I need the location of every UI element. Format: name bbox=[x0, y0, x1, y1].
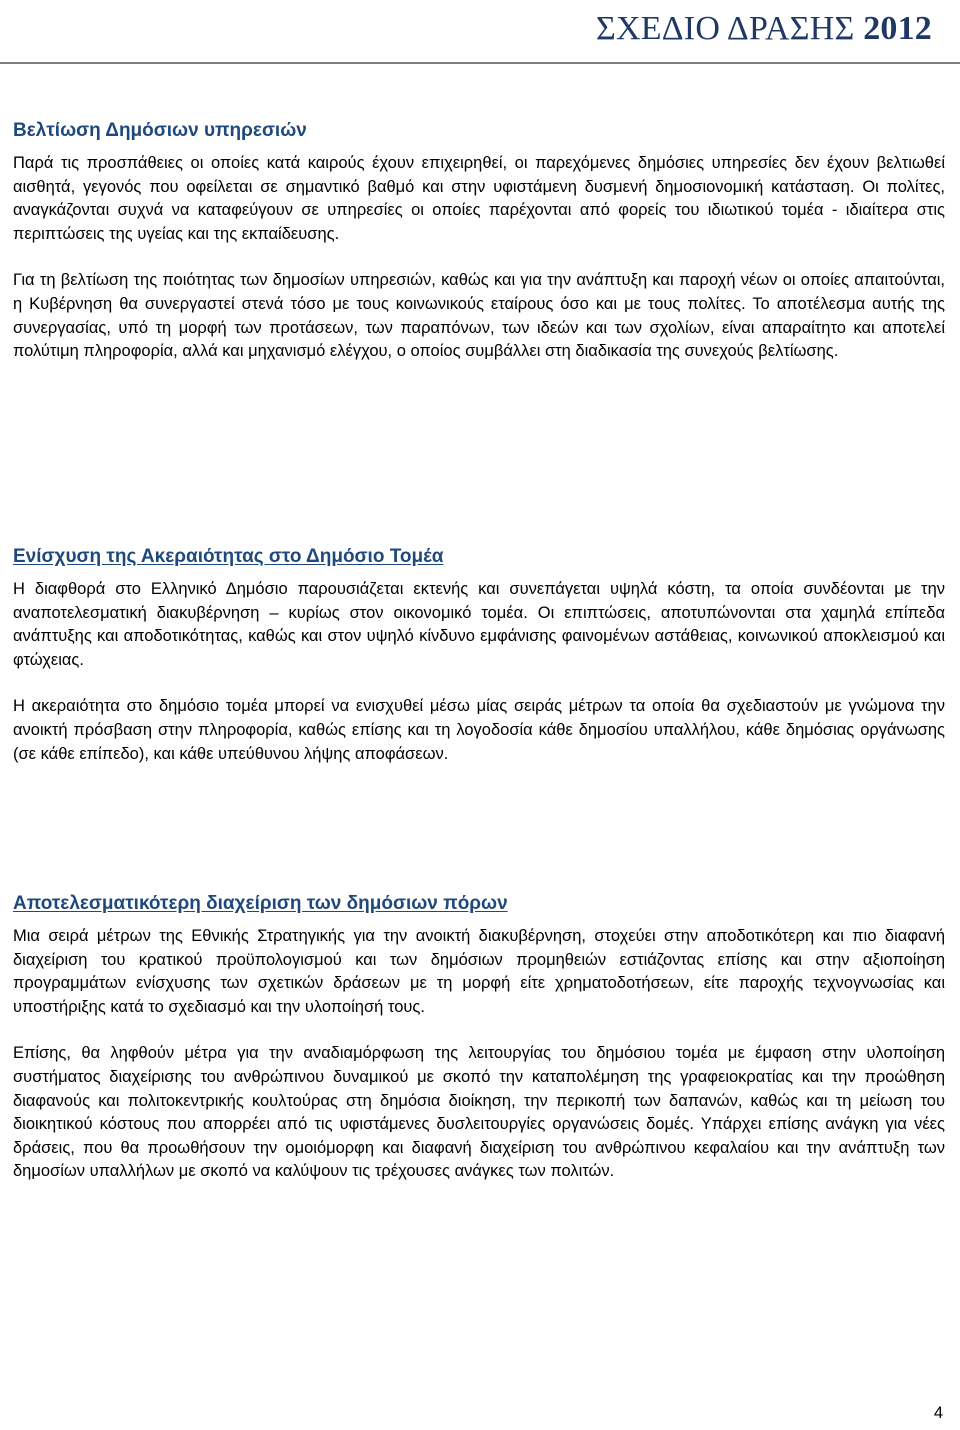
section-heading: Βελτίωση Δημόσιων υπηρεσιών bbox=[13, 120, 307, 141]
paragraph: Μια σειρά μέτρων της Εθνικής Στρατηγικής για την ανοικτή διακυβέρνηση, στοχεύει στην αποδοτικότερη και πιο διαφανή διαχείριση του κρατικού προϋπολογισμού και των δημόσιων προμηθειών εστιάζοντας επίσης και στην αξιοποίηση προγραμμάτων ενίσχυσης των σχετικών δράσεων με τη μορφή είτε χρηματοδοτήσεων, είτε παροχής τεχνογνωσίας και υποστήριξης κατά το σχεδιασμό και την υλοποίησή τους. bbox=[13, 927, 945, 1016]
section-heading: Ενίσχυση της Ακεραιότητας στο Δημόσιο Τομέα bbox=[13, 546, 444, 567]
section-resource-management bbox=[13, 891, 945, 1184]
header-divider bbox=[0, 62, 960, 64]
document-year: 2012 bbox=[863, 10, 932, 47]
section-public-services bbox=[13, 118, 945, 364]
document-title-text: ΣΧΕΔΙΟ ΔΡΑΣΗΣ bbox=[596, 10, 855, 47]
paragraph: Επίσης, θα ληφθούν μέτρα για την αναδιαμόρφωση της λειτουργίας του δημόσιου τομέα με έμφαση στην υλοποίηση συστήματος διαχείρισης του ανθρώπινου δυναμικού με σκοπό την καταπολέμηση της γραφειοκρατίας και την προώθηση διαφανούς και πολιτοκεντρικής κουλτούρας στη δημόσια διοίκηση, την περικοπή των δαπανών, καθώς και τη μείωση του διοικητικού κόστους που απορρέει από τις υφιστάμενες δυσλειτουργίες οργανώσεις δομές. Υπάρχει επίσης ανάγκη για νέες δράσεις, που θα προωθήσουν την ομοιόμορφη και διαφανή διαχείριση του ανθρώπινου κεφαλαίου και την ανάπτυξη των δημοσίων υπαλλήλων με σκοπό να καλύψουν τις τρέχουσες ανάγκες των πολιτών. bbox=[13, 1044, 945, 1181]
paragraph: Η διαφθορά στο Ελληνικό Δημόσιο παρουσιάζεται εκτενής και συνεπάγεται υψηλά κόστη, τα οποία συνδέονται με την αναποτελεσματική διακυβέρνηση – κυρίως στον οικονομικό τομέα. Οι επιπτώσεις, αποτυπώνονται στα χαμηλά επίπεδα ανάπτυξης και αποδοτικότητας, καθώς και στον υψηλό κίνδυνο εμφάνισης φαινομένων αστάθειας, κοινωνικού αποκλεισμού και φτώχειας. bbox=[13, 580, 945, 669]
paragraph: Παρά τις προσπάθειες οι οποίες κατά καιρούς έχουν επιχειρηθεί, οι παρεχόμενες δημόσιες υπηρεσίες δεν έχουν βελτιωθεί αισθητά, γεγονός που οφείλεται σε σημαντικό βαθμό και στην υφιστάμενη δυσμενή δημοσιονομική κατάσταση. Οι πολίτες, αναγκάζονται συχνά να καταφεύγουν σε υπηρεσίες οι οποίες παρέχονται από φορείς του ιδιωτικού τομέα - ιδιαίτερα στις περιπτώσεις της υγείας και της εκπαίδευσης. bbox=[13, 154, 945, 243]
page-header bbox=[0, 0, 960, 62]
document-title bbox=[596, 10, 932, 48]
section-heading: Αποτελεσματικότερη διαχείριση των δημόσιων πόρων bbox=[13, 893, 508, 914]
paragraph: Για τη βελτίωση της ποιότητας των δημοσίων υπηρεσιών, καθώς και για την ανάπτυξη και παροχή νέων οι οποίες απαιτούνται, η Κυβέρνηση θα συνεργαστεί στενά τόσο με τους κοινωνικούς εταίρους όσο και με τους πολίτες. Το αποτέλεσμα αυτής της συνεργασίας, υπό τη μορφή των προτάσεων, των παραπόνων, των ιδεών και των σχολίων, είναι απαραίτητο και αποτελεί πολύτιμη πληροφορία, αλλά και μηχανισμό ελέγχου, ο οποίος συμβάλλει στη διαδικασία της συνεχούς βελτίωσης. bbox=[13, 271, 945, 361]
section-integrity bbox=[13, 544, 945, 766]
page-number: 4 bbox=[933, 1404, 943, 1422]
paragraph: Η ακεραιότητα στο δημόσιο τομέα μπορεί να ενισχυθεί μέσω μίας σειράς μέτρων τα οποία θα σχεδιαστούν με γνώμονα την ανοικτή πρόσβαση στην πληροφορία, καθώς επίσης και τη λογοδοσία κάθε δημοσίου υπαλλήλου, κάθε δημόσιας οργάνωσης (σε κάθε επίπεδο), και κάθε υπεύθυνου λήψης αποφάσεων. bbox=[13, 697, 945, 763]
